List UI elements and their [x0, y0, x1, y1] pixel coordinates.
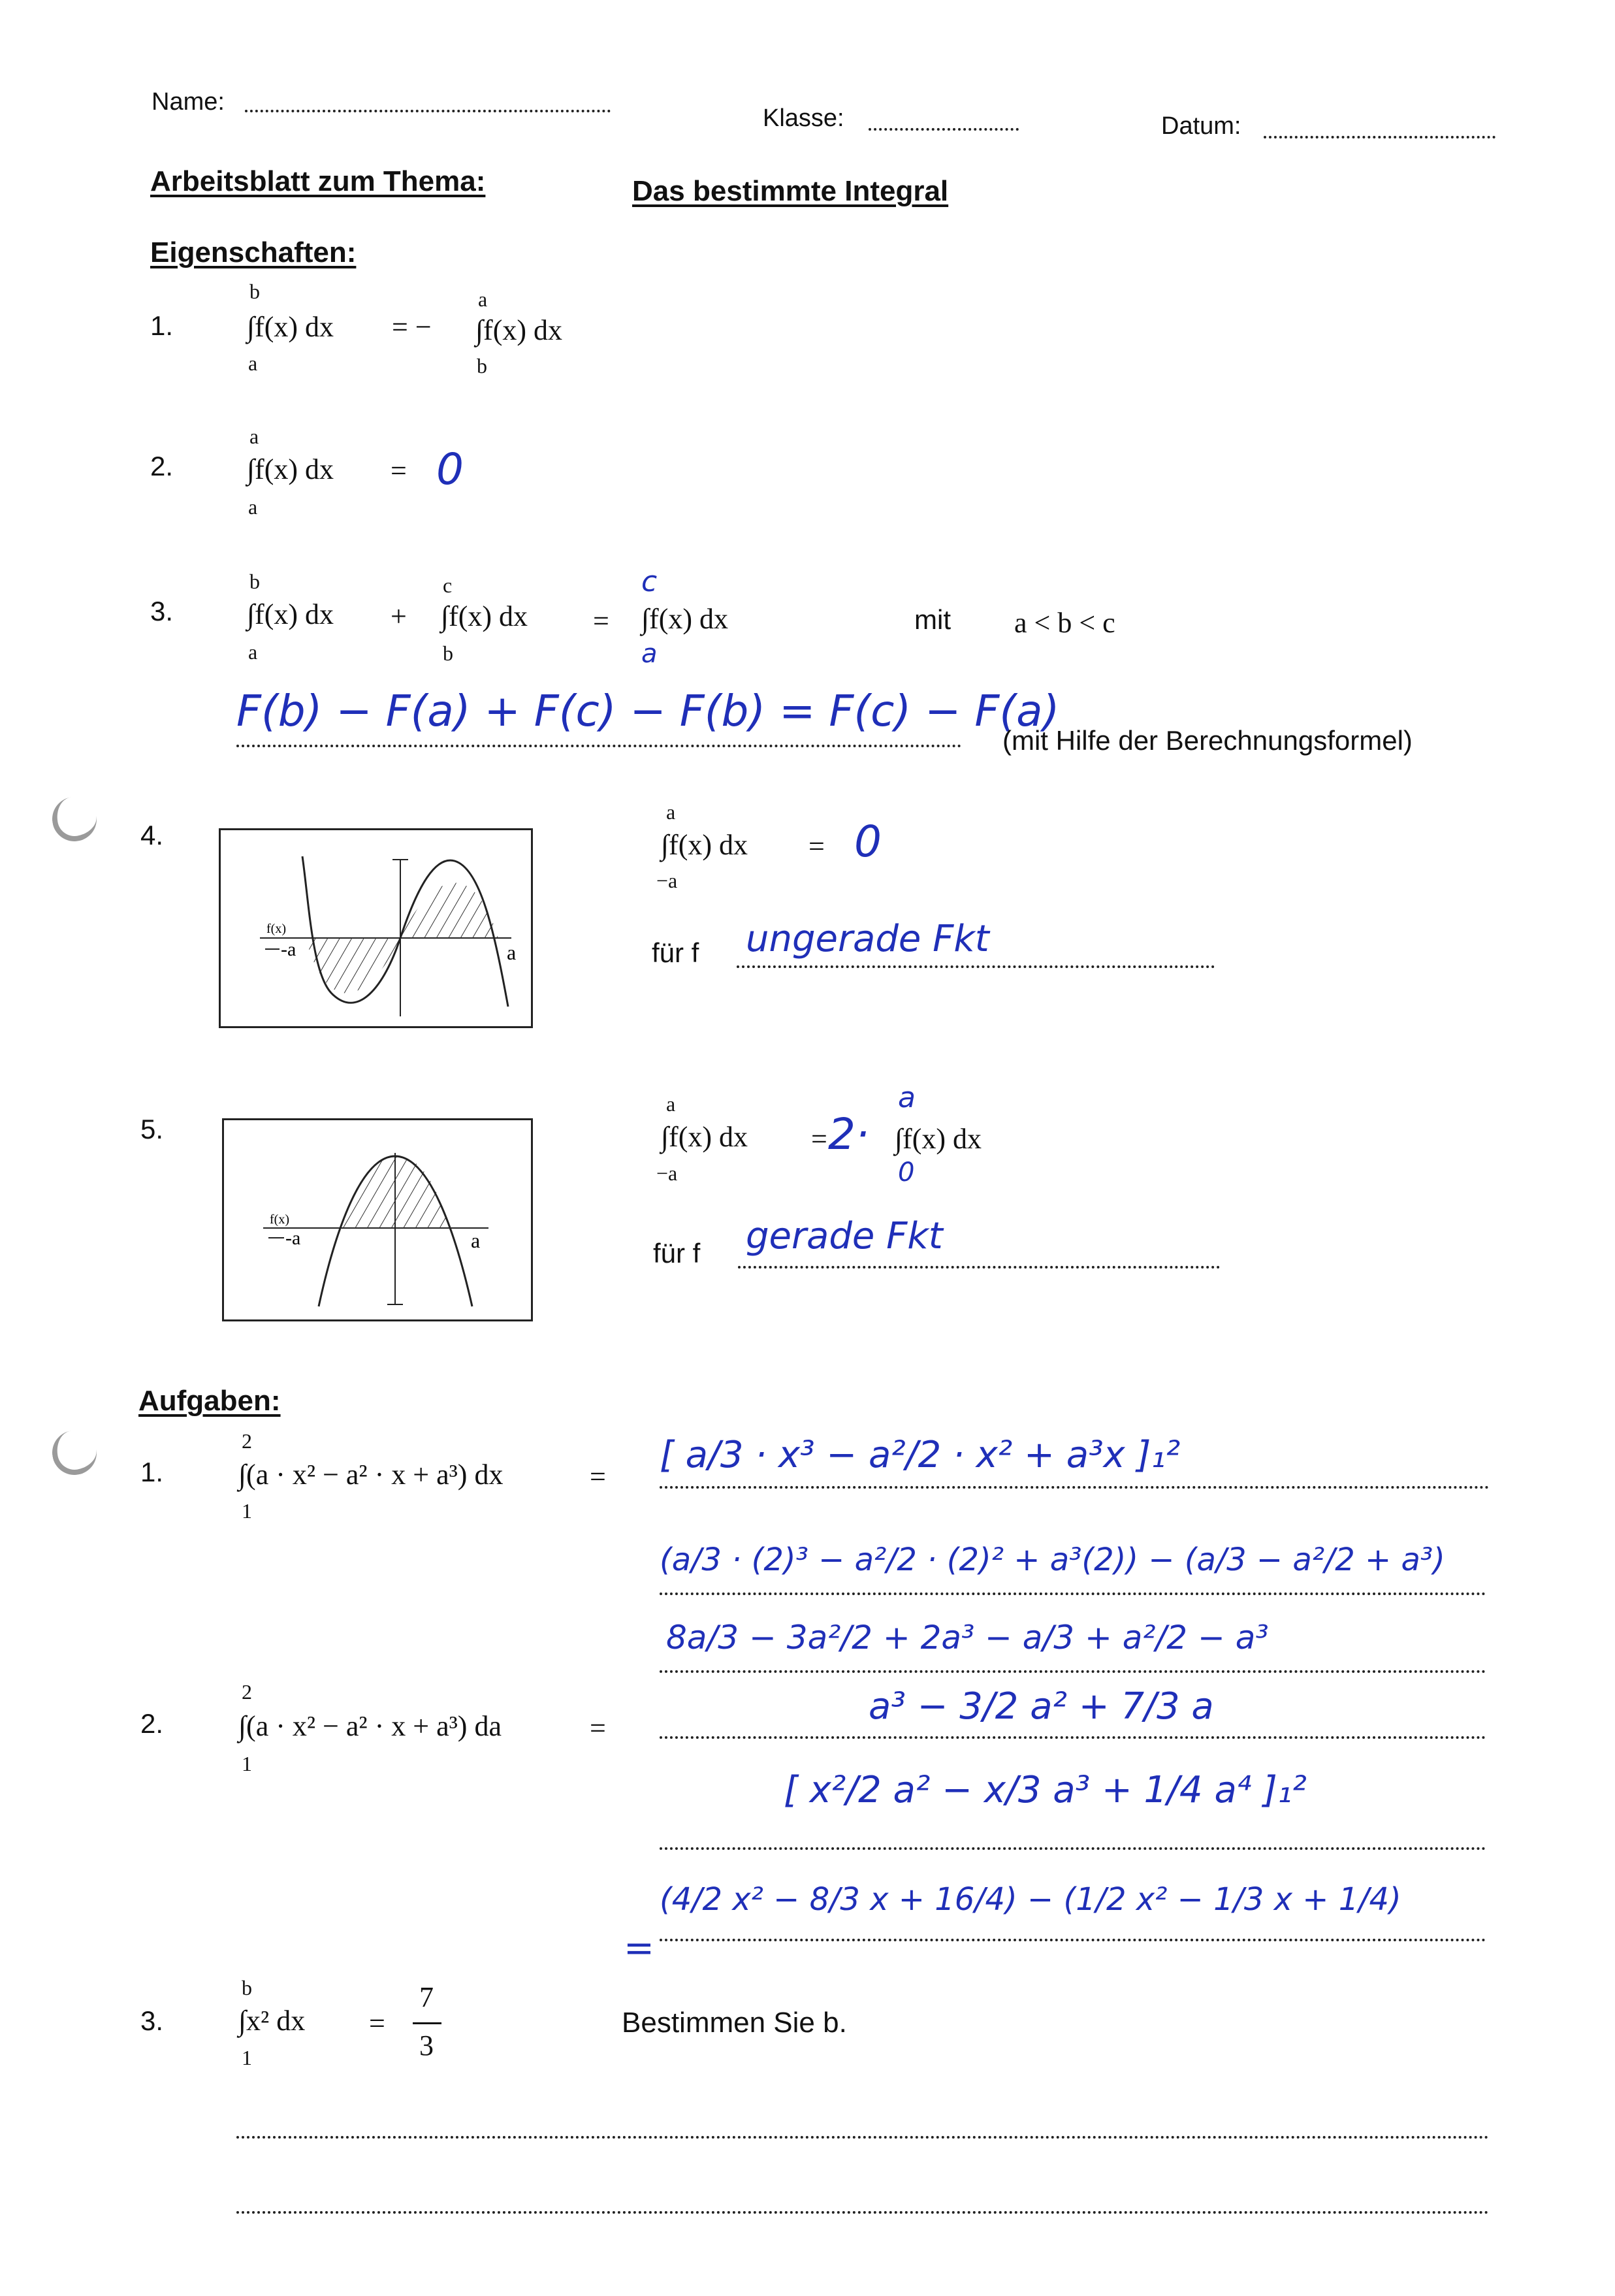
p3-equals: =: [593, 605, 609, 637]
p5-rhs-upper: a: [898, 1081, 916, 1114]
p5-upper: a: [666, 1092, 676, 1116]
p3-term3: ∫f(x) dx: [641, 603, 729, 635]
property-2-number: 2.: [150, 451, 174, 481]
p5-graph-fx-label: f(x): [270, 1212, 289, 1227]
task-2-number: 2.: [140, 1708, 164, 1739]
p3-t2-lower: b: [443, 641, 453, 665]
p1-rhs-integral: ∫f(x) dx: [475, 314, 563, 346]
t1-line-4[interactable]: [660, 1736, 1486, 1739]
p5-fuer-label: für f: [653, 1238, 701, 1269]
t3-lower: 1: [242, 2046, 252, 2069]
t1-equals: =: [590, 1461, 606, 1493]
t1-line-2[interactable]: [660, 1593, 1486, 1595]
property-3-number: 3.: [150, 596, 174, 626]
p2-upper: a: [249, 425, 259, 448]
p3-term1: ∫f(x) dx: [247, 598, 334, 630]
p4-handwritten-fuer: ungerade Fkt: [746, 918, 989, 960]
t3-upper: b: [242, 1976, 252, 1999]
p3-handwritten-derivation: F(b) − F(a) + F(c) − F(b) = F(c) − F(a): [236, 686, 1060, 736]
tasks-heading: Aufgaben:: [138, 1385, 281, 1417]
worksheet-title-right: Das bestimmte Integral: [632, 175, 949, 207]
p3-t2-upper: c: [443, 574, 453, 597]
p3-t3-lower: a: [641, 639, 658, 669]
name-label: Name:: [152, 88, 225, 116]
datum-field[interactable]: [1264, 136, 1495, 138]
property-5-number: 5.: [140, 1114, 164, 1144]
p4-integral: ∫f(x) dx: [661, 829, 748, 861]
t1-line-1[interactable]: [660, 1486, 1489, 1489]
t1-handwritten-4: a³ − 3/2 a² + 7/3 a: [869, 1685, 1214, 1728]
t1-line-3[interactable]: [660, 1670, 1486, 1673]
p5-integral: ∫f(x) dx: [661, 1121, 748, 1153]
p5-lower: −a: [656, 1161, 678, 1185]
p4-graph-fx-label: f(x): [266, 922, 286, 936]
t2-upper: 2: [242, 1680, 252, 1704]
p3-mit: mit: [914, 604, 951, 635]
p2-lower: a: [248, 495, 258, 519]
t3-fraction-bar: [413, 2022, 441, 2024]
p4-fuer-line[interactable]: [737, 965, 1215, 968]
p3-answer-line[interactable]: [236, 745, 961, 747]
task-3-number: 3.: [140, 2005, 164, 2036]
p5-hatched-area: [342, 1156, 449, 1228]
p4-graph: [219, 828, 533, 1028]
punch-hole-bottom: [49, 1427, 101, 1479]
p5-graph-neg-a: -a: [285, 1227, 301, 1249]
worksheet-title-left: Arbeitsblatt zum Thema:: [150, 165, 486, 197]
p5-rhs-integral: ∫f(x) dx: [895, 1123, 982, 1155]
t3-fraction-denominator: 3: [419, 2029, 434, 2062]
p1-lhs-upper: b: [249, 280, 260, 303]
p4-graph-svg: [221, 830, 531, 1026]
t3-equals: =: [369, 2007, 385, 2039]
p4-graph-a: a: [507, 941, 517, 964]
t2-handwritten-1: [ x²/2 a² − x/3 a³ + 1/4 a⁴ ]₁²: [784, 1769, 1307, 1811]
p1-rhs-upper: a: [478, 287, 488, 311]
t3-integral: ∫x² dx: [238, 2005, 306, 2037]
punch-hole-top: [49, 794, 101, 845]
t1-handwritten-2: (a/3 · (2)³ − a²/2 · (2)² + a³(2)) − (a/3 − a²/2 + a³): [660, 1542, 1445, 1578]
t2-handwritten-3: =: [624, 1927, 654, 1969]
t2-integral: ∫(a · x² − a² · x + a³) da: [238, 1710, 502, 1742]
p3-t1-upper: b: [249, 570, 260, 593]
p1-rhs-lower: b: [477, 354, 487, 378]
property-4-number: 4.: [140, 820, 164, 850]
t1-integral: ∫(a · x² − a² · x + a³) dx: [238, 1459, 504, 1491]
p3-note: (mit Hilfe der Berechnungsformel): [1002, 725, 1413, 756]
p4-graph-neg-a: -a: [281, 939, 296, 960]
t2-handwritten-2: (4/2 x² − 8/3 x + 16/4) − (1/2 x² − 1/3 x + 1/4): [660, 1881, 1401, 1918]
p5-graph: [222, 1118, 533, 1321]
p3-term2: ∫f(x) dx: [441, 600, 528, 632]
property-1-number: 1.: [150, 310, 174, 341]
t3-fraction-numerator: 7: [419, 1981, 434, 2013]
p5-fuer-line[interactable]: [738, 1266, 1220, 1269]
t3-answer-line-1[interactable]: [236, 2136, 1489, 2139]
t3-answer-line-2[interactable]: [236, 2211, 1489, 2214]
t1-handwritten-1: [ a/3 · x³ − a²/2 · x² + a³x ]₁²: [660, 1434, 1181, 1476]
t1-upper: 2: [242, 1429, 252, 1453]
p3-t1-lower: a: [248, 640, 258, 664]
p4-handwritten-answer: 0: [854, 817, 882, 867]
p4-lower: −a: [656, 869, 678, 892]
p2-equals: =: [391, 455, 407, 487]
t1-handwritten-3: 8a/3 − 3a²/2 + 2a³ − a/3 + a²/2 − a³: [666, 1619, 1269, 1657]
p3-t3-upper: c: [641, 565, 658, 598]
t3-instruction: Bestimmen Sie b.: [622, 2007, 847, 2039]
p4-hatched-area-negative: [306, 938, 400, 993]
p5-graph-svg: [224, 1120, 531, 1319]
klasse-field[interactable]: [869, 128, 1019, 131]
p1-lhs-integral: ∫f(x) dx: [247, 311, 334, 343]
properties-heading: Eigenschaften:: [150, 236, 357, 268]
p4-equals: =: [808, 830, 825, 862]
klasse-label: Klasse:: [763, 105, 844, 132]
p2-handwritten-answer: 0: [436, 444, 464, 494]
p1-lhs-lower: a: [248, 351, 258, 375]
t2-line-1[interactable]: [660, 1847, 1486, 1850]
datum-label: Datum:: [1161, 112, 1241, 140]
p5-rhs-lower: 0: [898, 1157, 915, 1188]
t1-lower: 1: [242, 1499, 252, 1523]
p5-equals: =: [811, 1123, 827, 1155]
p4-hatched-area-positive: [400, 883, 498, 938]
p4-upper: a: [666, 800, 676, 824]
name-field[interactable]: [245, 110, 611, 112]
p3-condition: a < b < c: [1014, 607, 1115, 639]
p2-integral: ∫f(x) dx: [247, 453, 334, 485]
p4-fuer-label: für f: [652, 937, 699, 968]
t2-equals: =: [590, 1712, 606, 1744]
p5-handwritten-factor: 2·: [828, 1109, 869, 1159]
t2-lower: 1: [242, 1752, 252, 1775]
task-1-number: 1.: [140, 1457, 164, 1487]
p5-graph-a: a: [471, 1229, 481, 1252]
t2-line-2[interactable]: [660, 1939, 1486, 1941]
p5-handwritten-fuer: gerade Fkt: [746, 1215, 943, 1257]
p3-plus: +: [391, 600, 407, 632]
p1-equals: = −: [392, 311, 432, 343]
